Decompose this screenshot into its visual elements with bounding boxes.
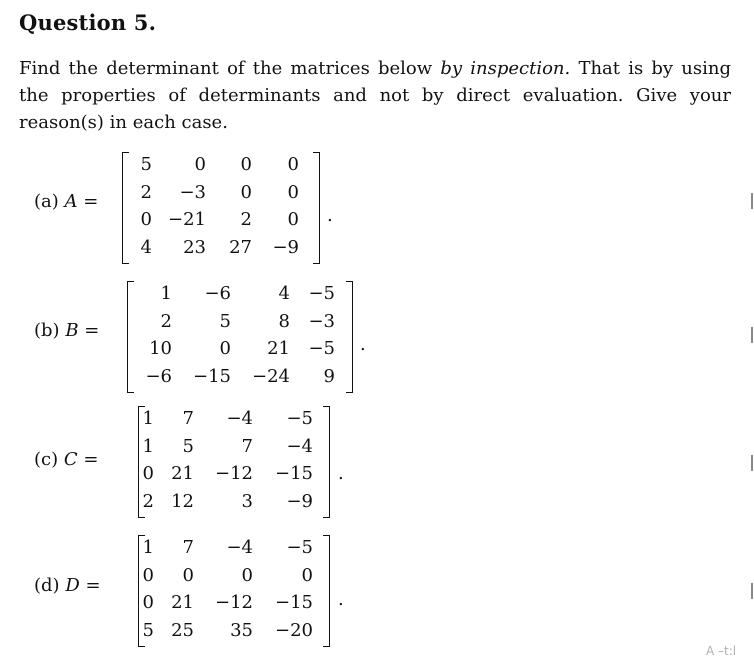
page-edge-mark [751, 583, 753, 599]
matrix-entry: 0 [142, 592, 154, 613]
problem-label [34, 575, 101, 596]
matrix-name: C [63, 449, 78, 470]
matrix-entry: 21 [267, 338, 290, 359]
matrix-entry: 0 [182, 564, 194, 586]
matrix-entry: 2 [142, 490, 154, 512]
matrix-entry: 27 [229, 236, 252, 258]
matrix-entry: 35 [230, 619, 253, 641]
matrix-entry: −15 [193, 365, 231, 387]
part-label: (d) [34, 575, 60, 596]
period: . [338, 463, 344, 484]
matrix-entry: −12 [215, 463, 253, 484]
matrix-entry: 0 [287, 154, 299, 175]
matrix-entry: −12 [215, 592, 253, 613]
problem-label [34, 191, 98, 212]
matrix-entry: 0 [301, 564, 313, 586]
matrix-name: B [65, 320, 79, 341]
equals-sign: = [83, 191, 99, 212]
part-label: (b) [34, 320, 60, 341]
part-label: (c) [34, 449, 59, 470]
matrix-entry: −4 [226, 537, 253, 558]
footer-fragment: A –t:l [706, 644, 737, 658]
matrix-name: A [64, 191, 78, 212]
matrix-entry: 0 [287, 181, 299, 203]
matrix-entry: 1 [142, 435, 154, 457]
matrix-entry: 0 [140, 209, 152, 230]
matrix-entry: 21 [171, 463, 194, 484]
matrix-entry: −24 [252, 365, 290, 387]
matrix-entry: 0 [287, 209, 299, 230]
matrix-entry: −5 [286, 537, 313, 558]
matrix-entry: 8 [278, 310, 290, 332]
matrix-entry: 0 [142, 564, 154, 586]
prompt-emphasis: by inspection. [440, 58, 571, 79]
matrix-entry: 23 [183, 236, 206, 258]
right-bracket [323, 535, 330, 647]
right-bracket [323, 406, 330, 518]
page-edge-mark [751, 455, 753, 471]
matrix-entry: 0 [240, 154, 252, 175]
page-edge-mark [751, 327, 753, 343]
matrix-A [122, 152, 320, 264]
matrix-entry: −15 [275, 592, 313, 613]
matrix-entry: −5 [308, 338, 335, 359]
matrix-entry: 4 [140, 236, 152, 258]
right-bracket [346, 281, 353, 393]
matrix-entry: 5 [142, 619, 154, 641]
matrix-entry: 0 [194, 154, 206, 175]
period: . [338, 589, 344, 610]
matrix-entry: −5 [308, 283, 335, 304]
problem-label [34, 320, 99, 341]
matrix-entry: −21 [168, 209, 206, 230]
matrix-entry: −3 [308, 310, 335, 332]
matrix-entry: 1 [160, 283, 172, 304]
matrix-entry: 2 [240, 209, 252, 230]
matrix-entry: 5 [219, 310, 231, 332]
matrix-entry: 21 [171, 592, 194, 613]
matrix-entry: −3 [179, 181, 206, 203]
matrix-entry: 1 [142, 408, 154, 429]
matrix-entry: 2 [160, 310, 172, 332]
matrix-entry: 0 [219, 338, 231, 359]
matrix-B [127, 281, 353, 393]
matrix-entry: −6 [204, 283, 231, 304]
matrix-entry: 0 [241, 564, 253, 586]
part-label: (a) [34, 191, 59, 212]
matrix-entry: −5 [286, 408, 313, 429]
matrix-entry: −15 [275, 463, 313, 484]
matrix-entry: −9 [272, 236, 299, 258]
question-prompt [19, 55, 731, 136]
prompt-text-1: Find the determinant of the matrices below [19, 58, 441, 79]
matrix-entry: −6 [145, 365, 172, 387]
problem-label [34, 449, 98, 470]
equals-sign: = [84, 320, 100, 341]
period: . [327, 205, 333, 226]
matrix-entry: 4 [278, 283, 290, 304]
matrix-C [138, 406, 330, 518]
matrix-entry: −4 [286, 435, 313, 457]
matrix-entry: 7 [182, 408, 194, 429]
matrix-entry: 1 [142, 537, 154, 558]
equals-sign: = [83, 449, 99, 470]
matrix-entry: 0 [240, 181, 252, 203]
matrix-D [138, 535, 330, 647]
right-bracket [313, 152, 320, 264]
matrix-entry: 3 [241, 490, 253, 512]
matrix-entry: −20 [275, 619, 313, 641]
prompt-text-2: That is by using the properties of determinants and not by direct evaluation. Give your reason(s) in each case. [19, 58, 731, 133]
matrix-entry: 5 [140, 154, 152, 175]
matrix-entry: 7 [182, 537, 194, 558]
matrix-entry: 25 [171, 619, 194, 641]
matrix-entry: −9 [286, 490, 313, 512]
matrix-entry: 5 [182, 435, 194, 457]
question-title: Question 5. [19, 10, 157, 35]
matrix-entry: 2 [140, 181, 152, 203]
equals-sign: = [85, 575, 101, 596]
matrix-entry: 10 [149, 338, 172, 359]
matrix-entry: 9 [323, 365, 335, 387]
matrix-name: D [65, 575, 80, 596]
page-edge-mark [751, 193, 753, 209]
matrix-entry: 0 [142, 463, 154, 484]
matrix-entry: 7 [241, 435, 253, 457]
period: . [360, 334, 366, 355]
matrix-entry: 12 [171, 490, 194, 512]
matrix-entry: −4 [226, 408, 253, 429]
